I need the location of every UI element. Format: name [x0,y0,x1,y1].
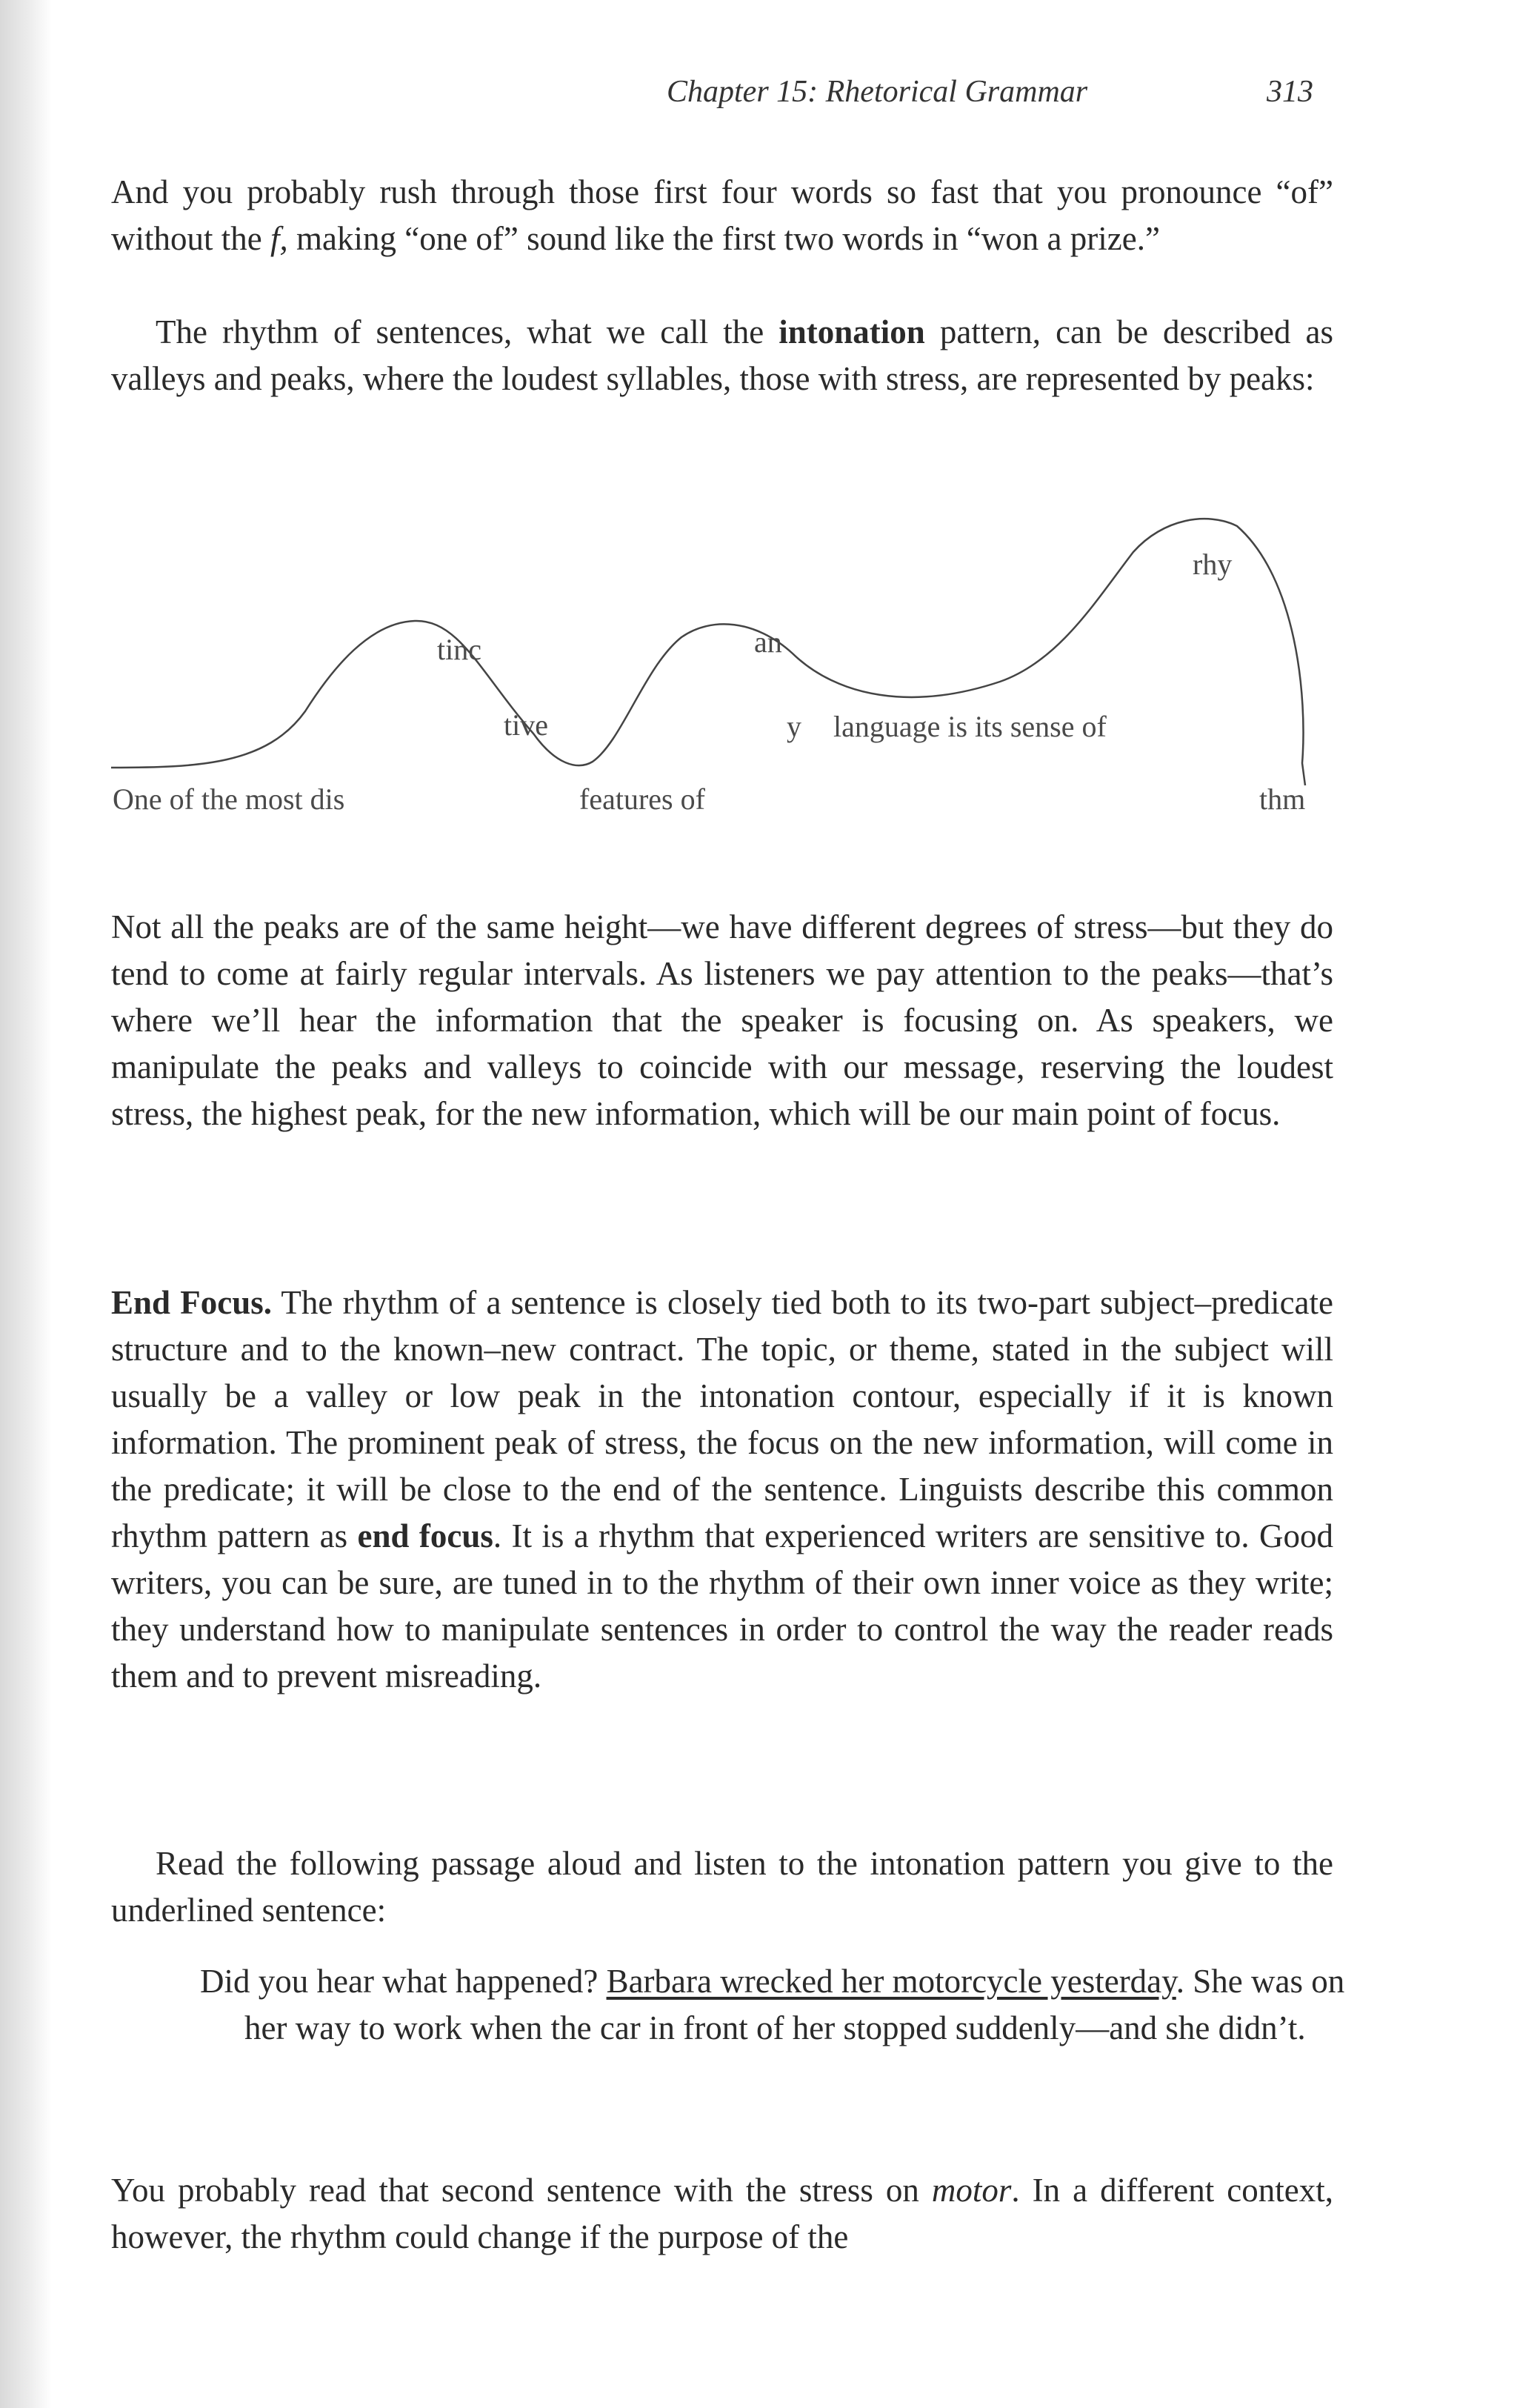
diagram-label-tinc: tinc [437,633,481,666]
book-page [111,0,1345,2408]
intonation-diagram [111,489,1333,845]
diagram-label-features-of: features of [579,782,705,816]
diagram-label-y: y [787,710,801,743]
term-end-focus: end focus [357,1517,493,1554]
italic-word-motor: motor [931,2172,1012,2209]
diagram-label-rhy: rhy [1193,548,1233,581]
book-spine-shadow [0,0,52,2408]
paragraph-5: Read the following passage aloud and listen to the intonation pattern you give to the underlined sentence: [111,1845,1333,1929]
paragraph-end-focus: End Focus. The rhythm of a sentence is closely tied both to its two-part subject–predicate structure and to the known–new contract. The topic, or theme, stated in the subject will usually be a valley or low peak in the intonation contour, especially if it is known information. The prominent peak of stress, the focus on the new information, will come in the predicate; it will be close to the end of the sentence. Linguists describe this common rhythm pattern as end focus. It is a rhythm that experienced writers are sensitive to. Good writers, you can be sure, are tuned in to the rhythm of their own inner voice as they write; they understand how to manipulate sentences in order to control the way the reader reads them and to prevent misreading. [111,1284,1333,1694]
section-heading-end-focus: End Focus. [111,1284,273,1321]
term-intonation: intonation [778,313,925,350]
paragraph-1: And you probably rush through those first four words so fast that you pronounce “of” without the f, making “one of” sound like the first two words in “won a prize.” [111,173,1333,257]
diagram-label-an: an [754,625,782,659]
paragraph-6: You probably read that second sentence with the stress on motor. In a different context, however, the rhythm could change if the purpose of the [111,2172,1333,2255]
diagram-label-one-of-the-most-dis: One of the most dis [113,782,345,816]
paragraph-3: Not all the peaks are of the same height—we have different degrees of stress—but they do tend to come at fairly regular intervals. As listeners we pay attention to the peaks—that’s where we’ll hear the information that the speaker is focusing on. As speakers, we manipulate the peaks and valleys to coincide with our message, reserving the loudest stress, the highest peak, for the new information, which will be our main point of focus. [111,908,1333,1132]
intonation-contour-line [111,519,1305,785]
diagram-label-language-is-its-sense-of: language is its sense of [833,710,1107,743]
block-quote-passage: Did you hear what happened? Barbara wrecked her motorcycle yesterday. She was on her way to work when the car in front of her stopped suddenly—and she didn’t. [200,1963,1345,2046]
chapter-title: Chapter 15: Rhetorical Grammar [667,75,1088,109]
diagram-label-tive: tive [504,708,548,742]
diagram-label-thm: thm [1259,782,1306,816]
running-header [111,74,1333,119]
underlined-sentence: Barbara wrecked her motorcycle yesterday [606,1963,1176,2000]
paragraph-2: The rhythm of sentences, what we call the intonation pattern, can be described as valleys and peaks, where the loudest syllables, those with stress, are represented by peaks: [111,313,1333,397]
page-number: 313 [1267,75,1313,109]
